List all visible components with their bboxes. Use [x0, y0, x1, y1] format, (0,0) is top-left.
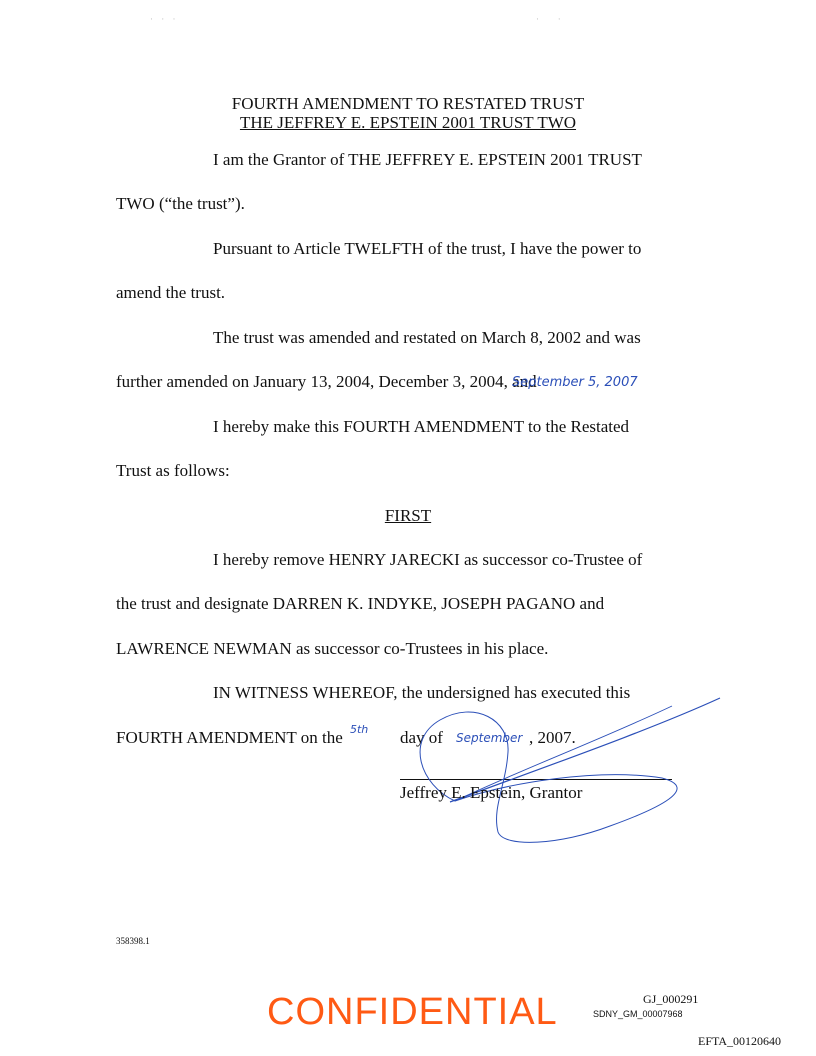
witness-clause: IN WITNESS WHEREOF, the undersigned has executed this	[213, 683, 631, 702]
scan-speck: · ·	[536, 14, 564, 24]
paragraph-trustees: I hereby remove HENRY JARECKI as successor co-Trustee of	[213, 550, 643, 569]
scan-speck: · · ·	[150, 14, 179, 24]
handwritten-date: September 5, 2007	[512, 375, 638, 390]
witness-day-of: day of	[400, 728, 443, 747]
signature-scrawl	[400, 690, 730, 860]
section-heading-text: FIRST	[384, 506, 432, 525]
confidential-stamp: CONFIDENTIAL	[267, 991, 558, 1033]
paragraph-power-cont: amend the trust.	[116, 283, 226, 302]
section-heading	[0, 506, 816, 526]
trust-name-heading-text: THE JEFFREY E. EPSTEIN 2001 TRUST TWO	[239, 113, 577, 132]
document-title: FOURTH AMENDMENT TO RESTATED TRUST	[231, 94, 585, 113]
paragraph-grantor: I am the Grantor of THE JEFFREY E. EPSTEIN 2001 TRUST	[213, 150, 642, 169]
witness-year: , 2007.	[529, 728, 576, 747]
paragraph-history: The trust was amended and restated on March 8, 2002 and was	[213, 328, 641, 347]
document-id: 358398.1	[116, 936, 150, 946]
paragraph-history-cont: further amended on January 13, 2004, December 3, 2004, and	[116, 372, 537, 391]
handwritten-day: 5th	[350, 723, 369, 736]
paragraph-trustees-cont2: LAWRENCE NEWMAN as successor co-Trustees in his place.	[116, 639, 549, 658]
paragraph-trustees-cont1: the trust and designate DARREN K. INDYKE, JOSEPH PAGANO and	[116, 594, 605, 613]
trust-name-heading	[0, 113, 816, 133]
handwritten-month: September	[456, 731, 523, 745]
paragraph-grantor-cont: TWO (“the trust”).	[116, 194, 245, 213]
efta-number: EFTA_00120640	[698, 1034, 782, 1048]
paragraph-power: Pursuant to Article TWELFTH of the trust, I have the power to	[213, 239, 642, 258]
bates-number-secondary: SDNY_GM_00007968	[593, 1009, 683, 1019]
paragraph-amendment: I hereby make this FOURTH AMENDMENT to the Restated	[213, 417, 630, 436]
witness-prefix: FOURTH AMENDMENT on the	[116, 728, 343, 747]
bates-number: GJ_000291	[643, 992, 699, 1006]
signature-caption: Jeffrey E. Epstein, Grantor	[400, 783, 583, 802]
paragraph-amendment-cont: Trust as follows:	[116, 461, 230, 480]
